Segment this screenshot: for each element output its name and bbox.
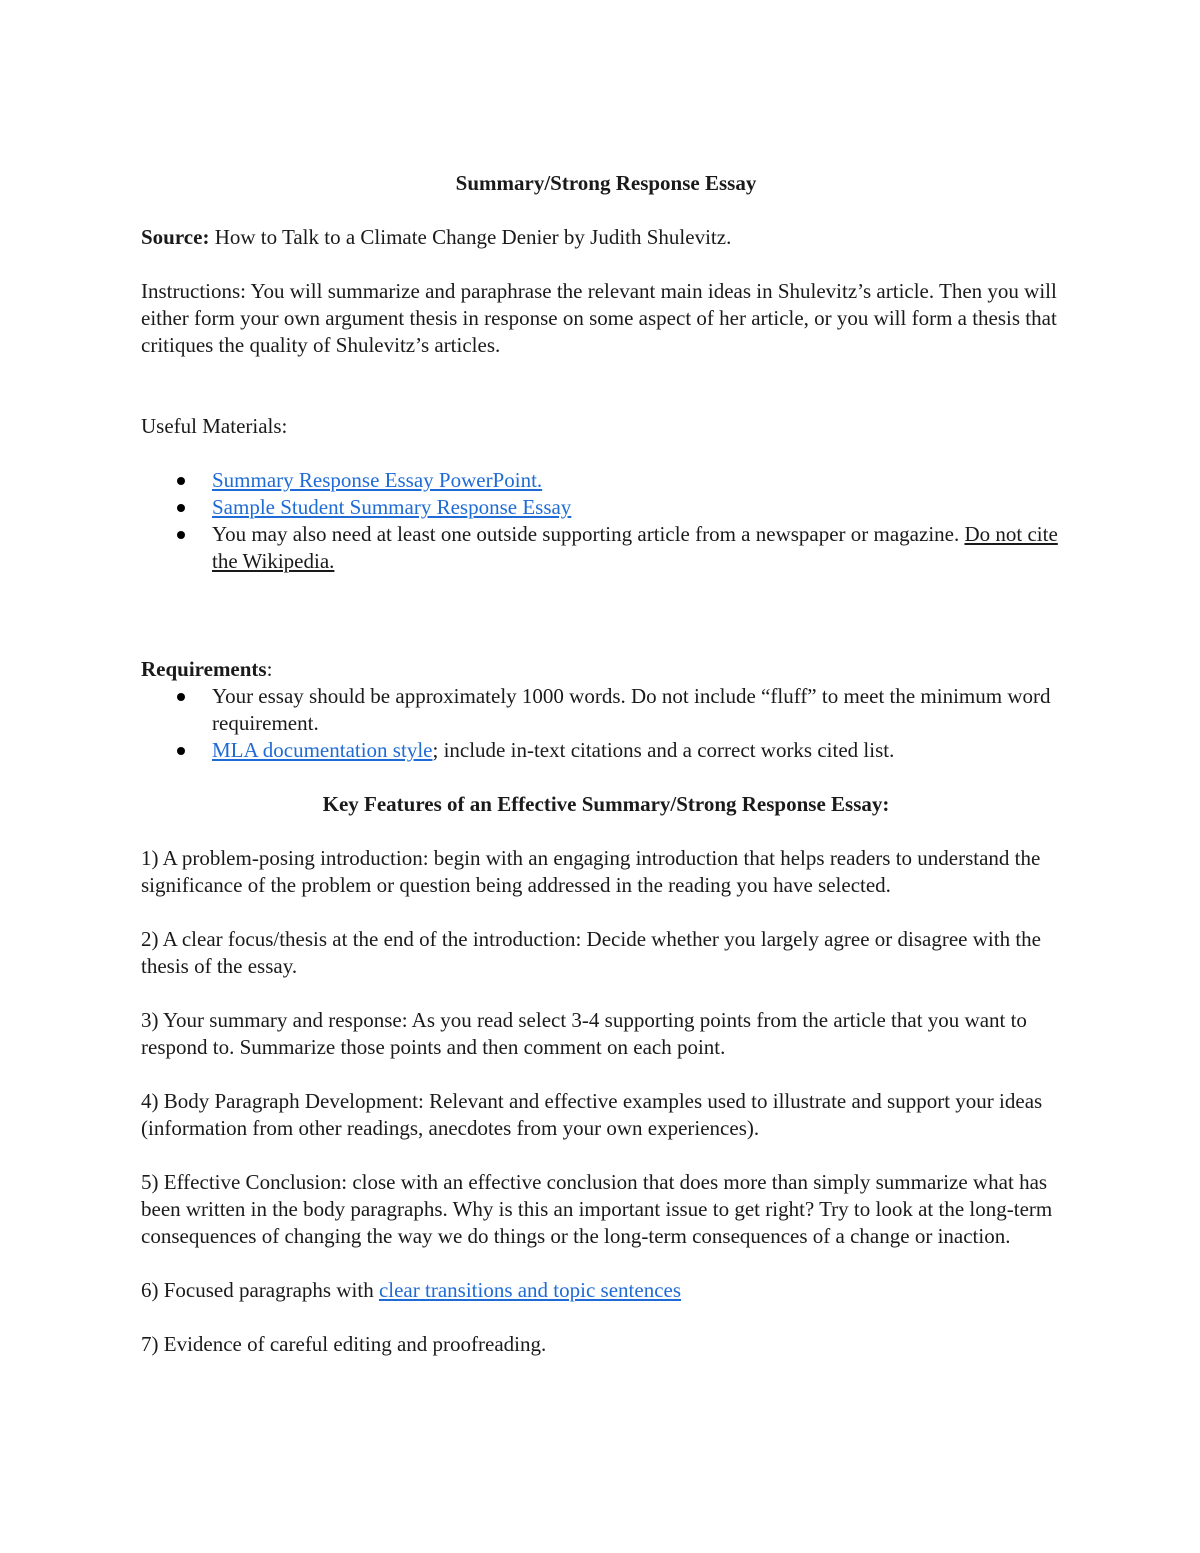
bullet-icon	[177, 531, 185, 539]
list-item	[141, 683, 1071, 737]
requirements-heading-label: Requirements	[141, 657, 267, 681]
sample-essay-link[interactable]: Sample Student Summary Response Essay	[212, 495, 572, 519]
useful-materials-list	[141, 467, 1071, 575]
outside-article-text: You may also need at least one outside supporting article from a newspaper or magazine.	[212, 522, 965, 546]
powerpoint-link[interactable]: Summary Response Essay PowerPoint.	[212, 468, 543, 492]
useful-materials-heading: Useful Materials:	[141, 414, 288, 438]
bullet-icon	[177, 504, 185, 512]
list-item	[141, 494, 1071, 521]
mla-style-link[interactable]: MLA documentation style	[212, 738, 433, 762]
bullet-icon	[177, 693, 185, 701]
document-page	[141, 170, 1071, 1385]
word-count-requirement: Your essay should be approximately 1000 words. Do not include “fluff” to meet the minimum word requirement.	[212, 684, 1051, 735]
bullet-icon	[177, 477, 185, 485]
source-label: Source:	[141, 225, 210, 249]
bullet-icon	[177, 747, 185, 755]
requirements-list	[141, 683, 1071, 764]
feature-editing: 7) Evidence of careful editing and proofreading.	[141, 1332, 547, 1356]
source-line	[141, 224, 1071, 251]
instructions-paragraph: Instructions: You will summarize and paraphrase the relevant main ideas in Shulevitz’s article. Then you will either form your own argument thesis in response on some aspect of her article, or you will form a thesis that critiques the quality of Shulevitz’s articles.	[141, 279, 1057, 357]
feature-introduction: 1) A problem-posing introduction: begin with an engaging introduction that helps readers to understand the significance of the problem or question being addressed in the reading you have selected.	[141, 846, 1041, 897]
list-item	[141, 737, 1071, 764]
requirements-heading-colon: :	[266, 657, 273, 681]
transitions-link[interactable]: clear transitions and topic sentences	[378, 1278, 682, 1302]
source-text: How to Talk to a Climate Change Denier by Judith Shulevitz.	[209, 225, 732, 249]
feature-summary-response: 3) Your summary and response: As you read select 3-4 supporting points from the article that you want to respond to. Summarize those points and then comment on each point.	[141, 1008, 1027, 1059]
citation-requirement: ; include in-text citations and a correct works cited list.	[432, 738, 895, 762]
feature-focused-paragraphs	[141, 1277, 1071, 1304]
list-item	[141, 467, 1071, 494]
requirements-heading	[141, 656, 1071, 683]
key-features-heading: Key Features of an Effective Summary/Strong Response Essay:	[322, 792, 890, 816]
feature-body-development: 4) Body Paragraph Development: Relevant and effective examples used to illustrate and support your ideas (information from other readings, anecdotes from your own experiences).	[141, 1089, 1043, 1140]
feature-focused-text: 6) Focused paragraphs with	[141, 1278, 379, 1302]
feature-thesis: 2) A clear focus/thesis at the end of the introduction: Decide whether you largely agree or disagree with the thesis of the essay.	[141, 927, 1041, 978]
feature-conclusion: 5) Effective Conclusion: close with an effective conclusion that does more than simply summarize what has been written in the body paragraphs. Why is this an important issue to get right? Try to look at the long-term consequences of changing the way we do things or the long-term consequences of a change or inaction.	[141, 1170, 1053, 1248]
wikipedia-warning: Do not cite the Wikipedia.	[212, 522, 1058, 573]
list-item	[141, 521, 1071, 575]
document-title: Summary/Strong Response Essay	[455, 171, 757, 195]
